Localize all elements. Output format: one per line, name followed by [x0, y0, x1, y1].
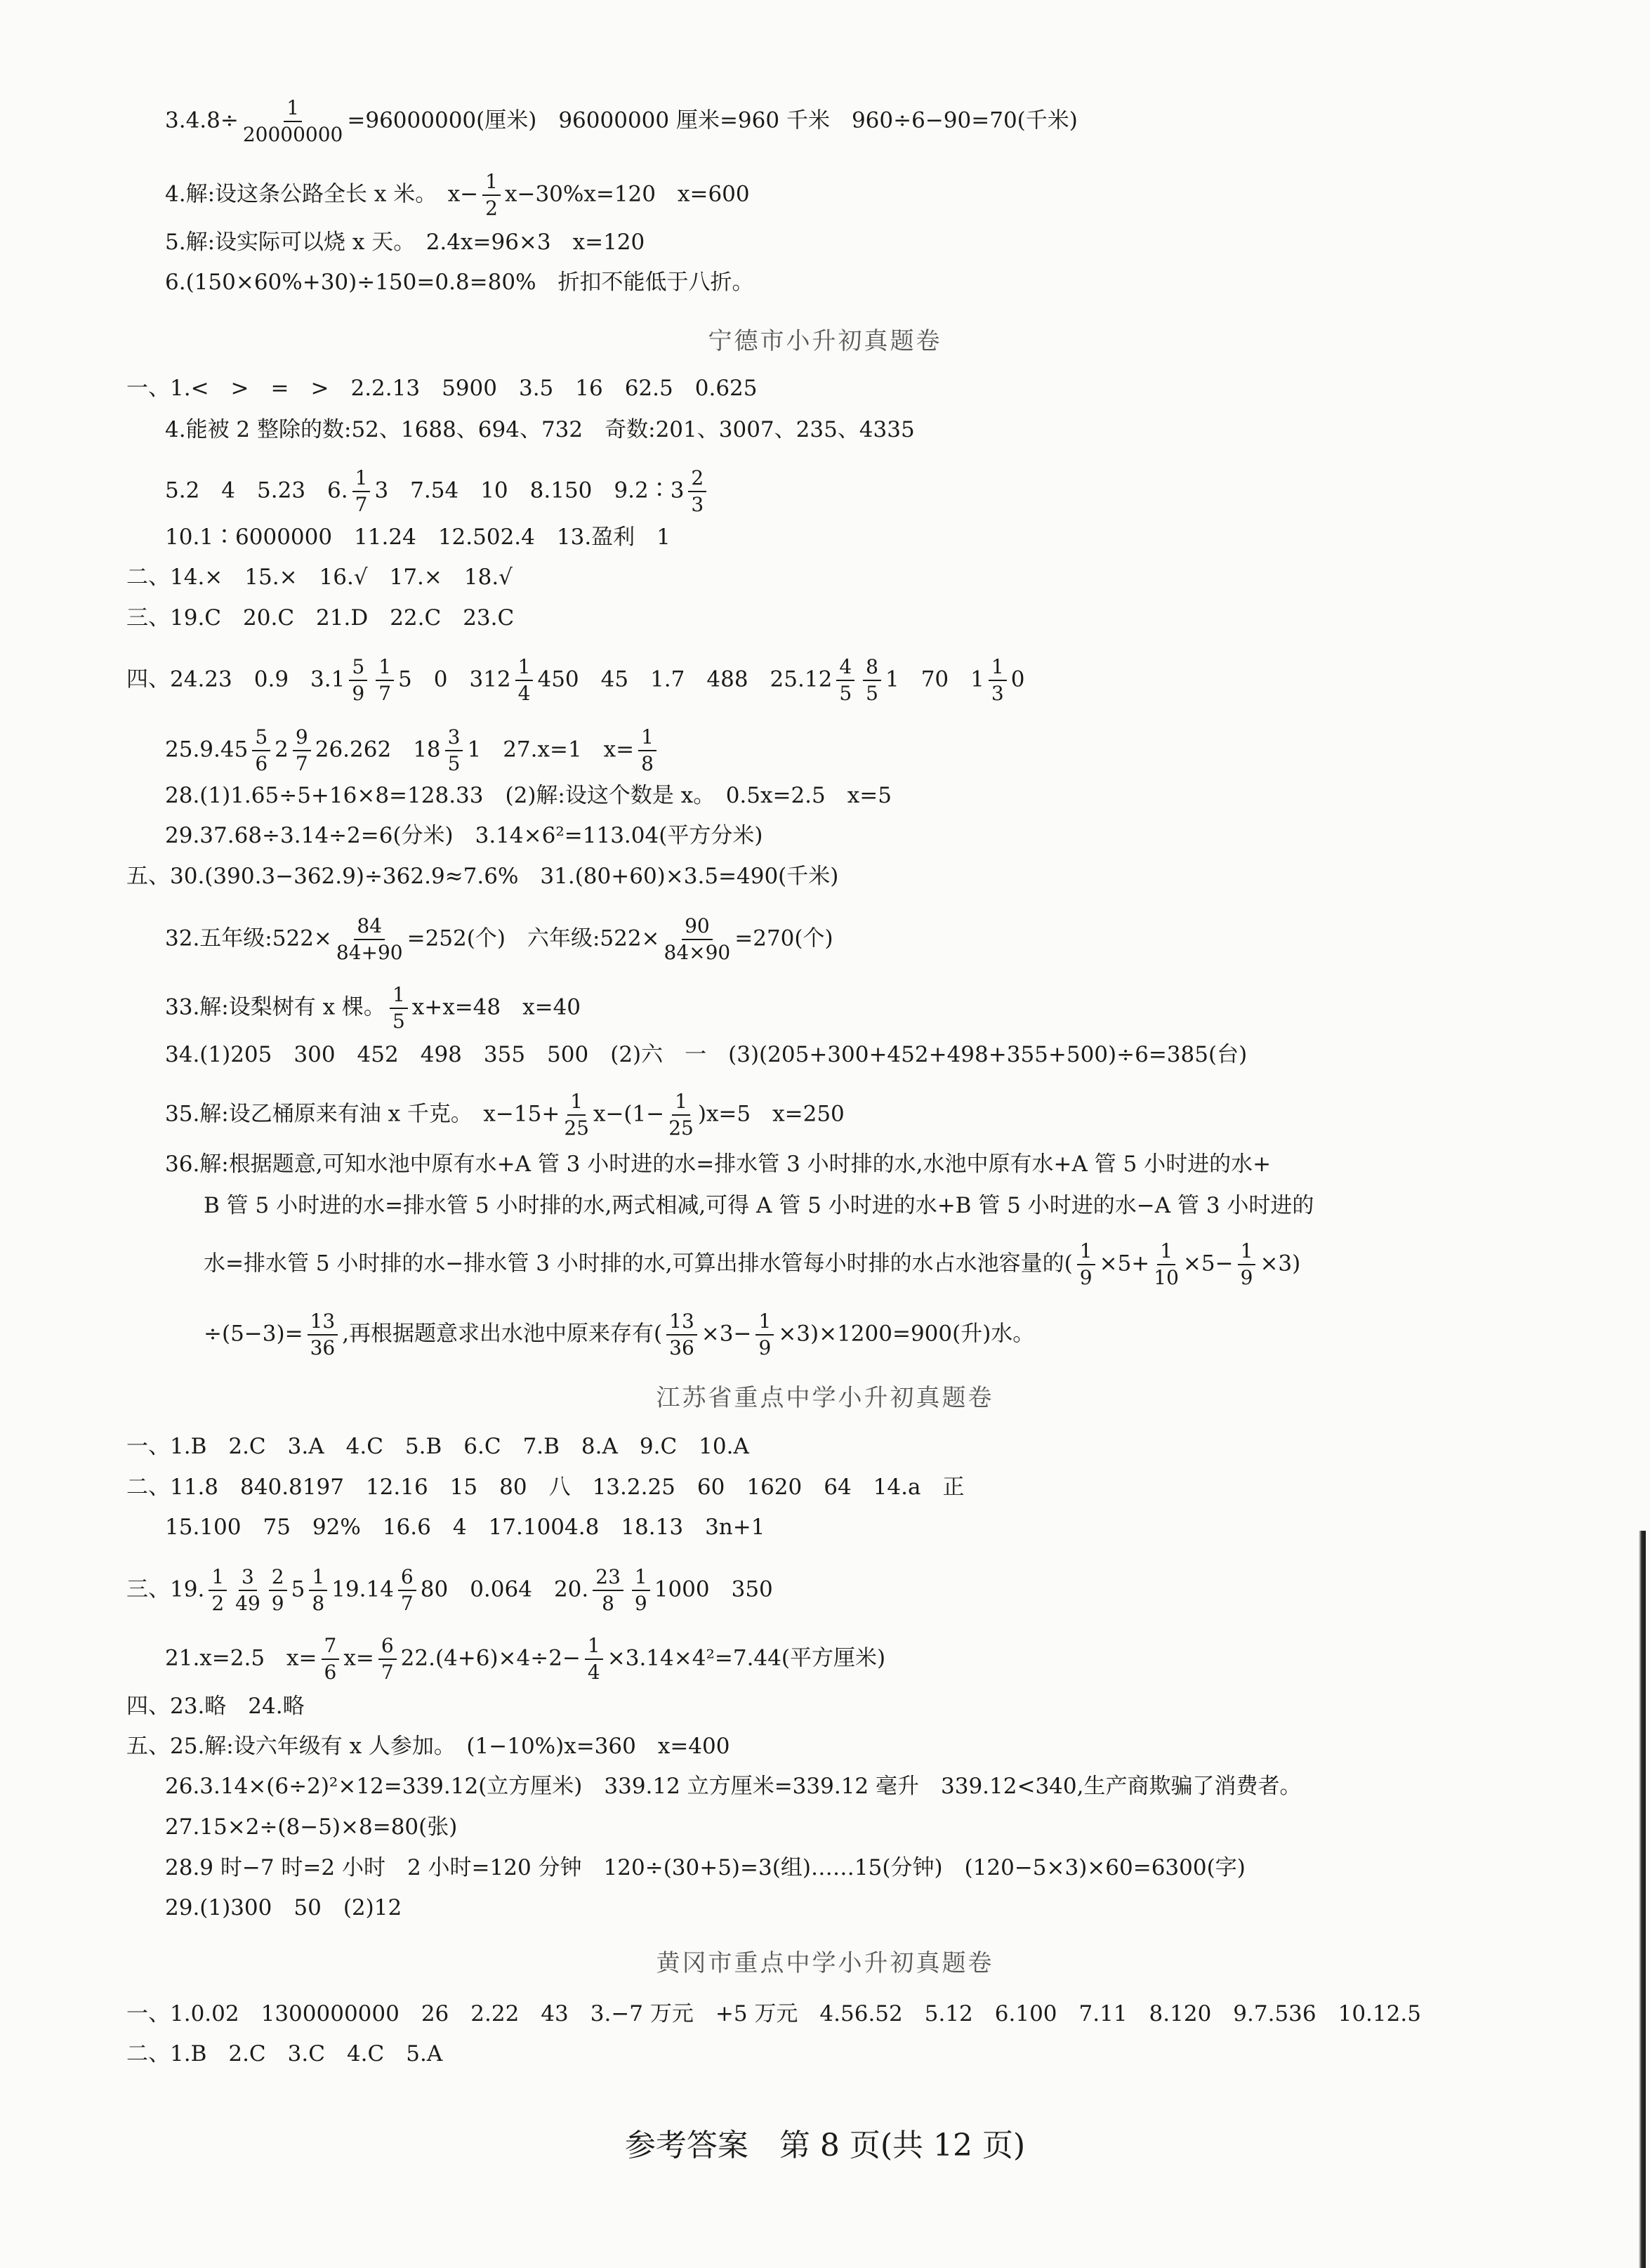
fraction: $\frac{7}{6}$ [322, 1636, 340, 1682]
fraction: $\frac{1}{9}$ [1238, 1241, 1256, 1288]
jiangsu-part-1: 一、1.B 2.C 3.A 4.C 5.B 6.C 7.B 8.A 9.C 10.A [126, 1434, 749, 1459]
fraction: $\frac{2}{3}$ [688, 468, 706, 515]
jiangsu-part-3: 三、19. $\frac{1}{2}$ $\frac{3}{49}$ $\frac{2}{9}$ 5 $\frac{1}{8}$ 19.14 $\frac{6}{7}$ 80 0.064 20. $\frac{23}{8}$ $\frac{1}{9}$ 1000 350 [126, 1565, 773, 1615]
fraction: $\frac{1}{9}$ [755, 1312, 774, 1358]
section-title-ningde: 宁德市小升初真题卷 [708, 327, 942, 355]
answer-line-5: 5.解:设实际可以烧 x 天。 2.4x=96×3 x=120 [165, 230, 645, 255]
ningde-q34: 34.(1)205 300 452 498 355 500 (2)六 一 (3)(205+300+452+498+355+500)÷6=385(台) [165, 1042, 1248, 1067]
ningde-part-5: 五、30.(390.3−362.9)÷362.9≈7.6% 31.(80+60)×3.5=490(千米) [126, 864, 839, 889]
answer-line-4: 4.解:设这条公路全长 x 米。 x− $\frac{1}{2}$ x−30%x=120 x=600 [165, 170, 750, 220]
fraction: $\frac{1}{7}$ [352, 468, 371, 515]
fraction: $\frac{84}{84+90}$ [336, 914, 403, 964]
fraction: $\frac{1}{25}$ [668, 1090, 694, 1140]
jiangsu-part-5: 五、25.解:设六年级有 x 人参加。 (1−10%)x=360 x=400 [126, 1734, 730, 1759]
fraction: $\frac{1}{3}$ [989, 657, 1007, 704]
huanggang-part-1: 一、1.0.02 1300000000 26 2.22 43 3.−7 万元 +5 万元 4.56.52 5.12 6.100 7.11 8.120 9.7.536 10.12.5 [126, 2001, 1421, 2026]
fraction: $\frac{1}{9}$ [632, 1567, 650, 1614]
fraction: $\frac{1}{25}$ [564, 1090, 589, 1140]
ningde-part-3: 三、19.C 20.C 21.D 22.C 23.C [126, 605, 515, 631]
fraction: $\frac{13}{36}$ [666, 1312, 697, 1358]
fraction: $\frac{1}{4}$ [515, 657, 534, 704]
ningde-q29: 29.37.68÷3.14÷2=6(分米) 3.14×6²=113.04(平方分米) [165, 823, 763, 848]
fraction: $\frac{1}{10}$ [1154, 1239, 1179, 1289]
ningde-q25-27: 25.9.45 $\frac{5}{6}$ 2 $\frac{9}{7}$ 26.262 18 $\frac{3}{5}$ 1 27.x=1 x= $\frac{1}{8}$ [165, 727, 661, 774]
jiangsu-q26: 26.3.14×(6÷2)²×12=339.12(立方厘米) 339.12 立方厘米=339.12 毫升 339.12<340,生产商欺骗了消费者。 [165, 1774, 1302, 1799]
fraction: $\frac{2}{9}$ [269, 1567, 287, 1614]
jiangsu-q21-22: 21.x=2.5 x= $\frac{7}{6}$ x= $\frac{6}{7}$ 22.(4+6)×4÷2− $\frac{1}{4}$ ×3.14×4²=7.44(平方厘米) [165, 1634, 886, 1684]
jiangsu-q29: 29.(1)300 50 (2)12 [165, 1895, 402, 1920]
fraction: $\frac{6}{7}$ [378, 1636, 397, 1682]
fraction: $\frac{3}{5}$ [445, 727, 463, 774]
section-title-huanggang: 黄冈市重点中学小升初真题卷 [656, 1949, 994, 1977]
answer-line-6: 6.(150×60%+30)÷150=0.8=80% 折扣不能低于八折。 [165, 270, 754, 295]
jiangsu-part-4: 四、23.略 24.略 [126, 1694, 305, 1719]
ningde-q36-line-4: ÷(5−3)= $\frac{13}{36}$ ,再根据题意求出水池中原来存有( $\frac{13}{36}$ ×3− $\frac{1}{9}$ ×3)×1200=900(升)水。 [204, 1310, 1035, 1359]
fraction: $\frac{6}{7}$ [398, 1567, 416, 1614]
huanggang-part-2: 二、1.B 2.C 3.C 4.C 5.A [126, 2041, 443, 2066]
ningde-q36-line-1: 36.解:根据题意,可知水池中原有水+A 管 3 小时进的水=排水管 3 小时排的水,水池中原有水+A 管 5 小时进的水+ [165, 1152, 1272, 1177]
fraction: $\frac{1}{20000000}$ [242, 96, 343, 146]
ningde-q33: 33.解:设梨树有 x 棵。 $\frac{1}{5}$ x+x=48 x=40 [165, 983, 581, 1033]
ningde-q32: 32.五年级:522× $\frac{84}{84+90}$ =252(个) 六年级:522× $\frac{90}{84\times 90}$ =270(个) [165, 914, 833, 964]
ningde-q36-line-3: 水=排水管 5 小时排的水−排水管 3 小时排的水,可算出排水管每小时排的水占水池容量的( $\frac{1}{9}$ ×5+ $\frac{1}{10}$ ×5− $\frac{1}{9}$ ×3) [204, 1239, 1301, 1289]
fraction: $\frac{1}{4}$ [585, 1636, 603, 1682]
fraction: $\frac{9}{7}$ [293, 727, 311, 774]
ningde-part-2: 二、14.× 15.× 16.√ 17.× 18.√ [126, 565, 513, 590]
fraction: $\frac{4}{5}$ [836, 657, 854, 704]
fraction: $\frac{3}{49}$ [235, 1565, 260, 1615]
jiangsu-q28: 28.9 时−7 时=2 小时 2 小时=120 分钟 120÷(30+5)=3(组)……15(分钟) (120−5×3)×60=6300(字) [165, 1855, 1246, 1880]
fraction: $\frac{1}{5}$ [390, 985, 408, 1031]
section-title-jiangsu: 江苏省重点中学小升初真题卷 [656, 1384, 994, 1412]
jiangsu-part-2: 二、11.8 840.8197 12.16 15 80 八 13.2.25 60 1620 64 14.a 正 [126, 1475, 965, 1500]
ningde-part-1: 一、1.< > = > 2.2.13 5900 3.5 16 62.5 0.625 [126, 376, 758, 401]
jiangsu-q15-18: 15.100 75 92% 16.6 4 17.1004.8 18.13 3n+1 [165, 1515, 765, 1540]
ningde-q5-9: 5.2 4 5.23 6. $\frac{1}{7}$ 3 7.54 10 8.150 9.2∶3 $\frac{2}{3}$ [165, 468, 711, 515]
fraction: $\frac{13}{36}$ [308, 1312, 338, 1358]
fraction: $\frac{5}{6}$ [252, 727, 270, 774]
fraction: $\frac{8}{5}$ [863, 657, 881, 704]
fraction: $\frac{1}{8}$ [638, 727, 656, 774]
fraction: $\frac{1}{9}$ [1077, 1241, 1095, 1288]
fraction: $\frac{90}{84\times 90}$ [664, 914, 731, 964]
fraction: $\frac{23}{8}$ [593, 1567, 623, 1614]
ningde-q4: 4.能被 2 整除的数:52、1688、694、732 奇数:201、3007、235、4335 [165, 417, 915, 442]
fraction: $\frac{1}{8}$ [309, 1567, 327, 1614]
ningde-q36-line-2: B 管 5 小时进的水=排水管 5 小时排的水,两式相减,可得 A 管 5 小时进的水+B 管 5 小时进的水−A 管 3 小时进的 [204, 1193, 1314, 1218]
fraction: $\frac{1}{7}$ [376, 657, 394, 704]
page-footer: 参考答案 第 8 页(共 12 页) [624, 2128, 1026, 2163]
ningde-q35: 35.解:设乙桶原来有油 x 千克。 x−15+ $\frac{1}{25}$ x−(1− $\frac{1}{25}$ )x=5 x=250 [165, 1090, 845, 1140]
ningde-q28: 28.(1)1.65÷5+16×8=128.33 (2)解:设这个数是 x。 0.5x=2.5 x=5 [165, 783, 892, 808]
jiangsu-q27: 27.15×2÷(8−5)×8=80(张) [165, 1814, 458, 1840]
ningde-part-4: 四、24.23 0.9 3.1 $\frac{5}{9}$ $\frac{1}{7}$ 5 0 312 $\frac{1}{4}$ 450 45 1.7 488 25.12 $\frac{4}{5}$ $\frac{8}{5}$ 1 70 1 $\frac{1}{3}$ 0 [126, 655, 1025, 705]
fraction: $\frac{1}{2}$ [482, 172, 501, 218]
fraction: $\frac{1}{2}$ [209, 1567, 227, 1614]
answer-line-3: 3.4.8÷ $\frac{1}{20000000}$ =96000000(厘米) 96000000 厘米=960 千米 960÷6−90=70(千米) [165, 96, 1078, 146]
fraction: $\frac{5}{9}$ [349, 657, 367, 704]
ningde-q10-13: 10.1∶6000000 11.24 12.502.4 13.盈利 1 [165, 525, 671, 550]
page-edge-shadow [1639, 1531, 1646, 2268]
